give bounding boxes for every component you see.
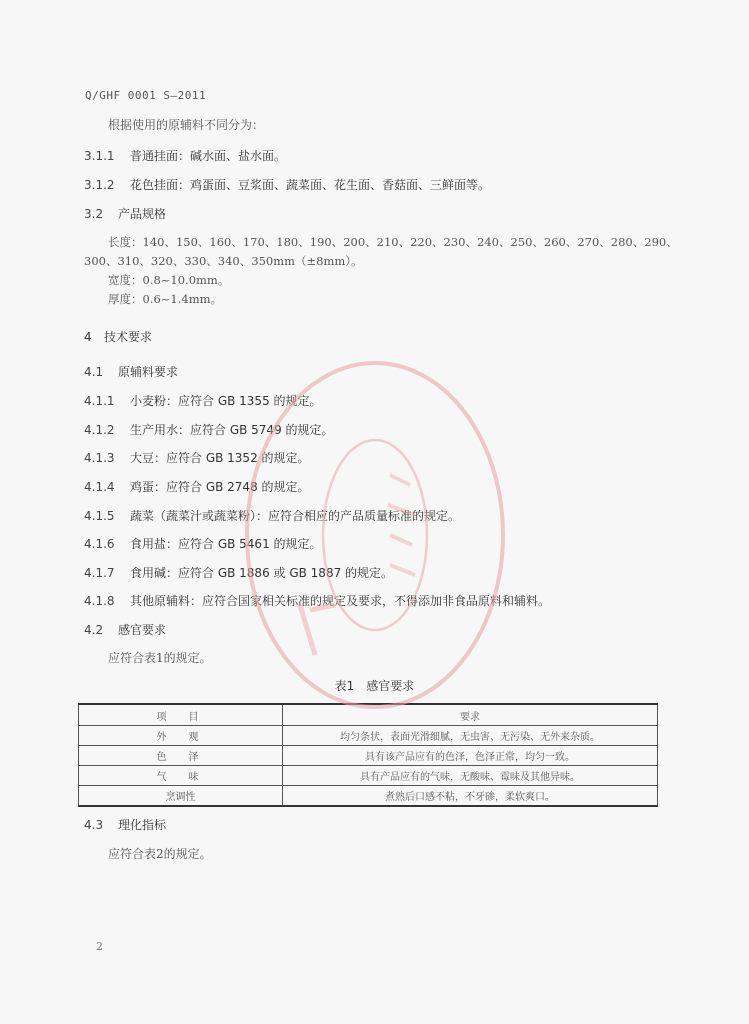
req-text: 食用盐：应符合 GB 5461 的规定。 [130,537,322,551]
spec-width: 宽度：0.8~10.0mm。 [108,273,230,287]
section-text: 普通挂面：碱水面、盐水面。 [130,149,287,163]
req-4-1-2 [84,422,334,438]
req-4-1-6 [84,536,322,552]
section-3-2-heading [84,206,166,222]
section-number: 4.2 [84,623,104,637]
section-4-2-text: 应符合表1的规定。 [108,651,212,665]
section-4-3-heading [84,817,166,833]
section-4-2-heading [84,622,166,638]
table-cell-requirement: 具有产品应有的气味，无酸味、霉味及其他异味。 [283,766,658,786]
section-number: 4.1 [84,365,104,379]
req-number: 4.1.8 [84,594,115,608]
section-4-3-text: 应符合表2的规定。 [108,847,212,861]
req-4-1-8 [84,593,550,609]
spec-thickness: 厚度：0.6~1.4mm。 [108,292,223,306]
table-cell-requirement: 煮熟后口感不粘，不牙碜，柔软爽口。 [283,786,658,807]
req-number: 4.1.5 [84,509,115,523]
table-header-item: 项 目 [79,704,283,726]
section-4-1-heading [84,364,178,380]
spec-length-line2: 300、310、320、330、340、350mm（±8mm）。 [84,254,363,268]
section-title: 原辅料要求 [118,365,179,379]
req-number: 4.1.4 [84,480,115,494]
table-cell-item: 烹调性 [79,786,283,807]
table-cell-requirement: 具有该产品应有的色泽，色泽正常，均匀一致。 [283,746,658,766]
req-number: 4.1.6 [84,537,115,551]
document-code-header: Q/GHF 0001 S—2011 [85,89,207,102]
section-4-heading [84,329,152,345]
req-text: 蔬菜（蔬菜汁或蔬菜粉）：应符合相应的产品质量标准的规定。 [130,509,461,523]
red-seal-stamp-icon [240,355,510,715]
sensory-requirements-table [78,703,658,807]
section-number: 3.1.1 [84,149,115,163]
section-number: 4 [84,330,92,344]
table-row [79,786,658,807]
req-4-1-5 [84,508,460,524]
section-3-1-2 [84,177,490,193]
table-header-requirement: 要求 [283,704,658,726]
req-text: 食用碱：应符合 GB 1886 或 GB 1887 的规定。 [130,566,394,580]
section-title: 技术要求 [104,330,153,344]
section-number: 3.1.2 [84,178,115,192]
table-header-row [79,704,658,726]
req-text: 鸡蛋：应符合 GB 2748 的规定。 [130,480,310,494]
table-row [79,746,658,766]
req-number: 4.1.2 [84,423,115,437]
table-cell-item: 气 味 [79,766,283,786]
req-number: 4.1.1 [84,394,115,408]
section-title: 产品规格 [118,207,167,221]
req-4-1-4 [84,479,310,495]
section-title: 感官要求 [118,623,167,637]
section-3-1-1 [84,148,286,164]
section-text: 花色挂面：鸡蛋面、豆浆面、蔬菜面、花生面、香菇面、三鲜面等。 [130,178,491,192]
req-text: 生产用水：应符合 GB 5749 的规定。 [130,423,334,437]
section-title: 理化指标 [118,818,167,832]
spec-length-line1: 长度：140、150、160、170、180、190、200、210、220、230、240、250、260、270、280、290、 [108,235,678,249]
req-text: 小麦粉：应符合 GB 1355 的规定。 [130,394,322,408]
req-text: 大豆：应符合 GB 1352 的规定。 [130,451,310,465]
table1-caption: 表1 感官要求 [334,679,415,693]
table-cell-item: 色 泽 [79,746,283,766]
page-number: 2 [96,940,103,953]
req-number: 4.1.7 [84,566,115,580]
intro-text: 根据使用的原辅料不同分为： [108,118,265,132]
table-row [79,766,658,786]
section-number: 3.2 [84,207,104,221]
req-4-1-7 [84,565,393,581]
section-number: 4.3 [84,818,104,832]
req-text: 其他原辅料：应符合国家相关标准的规定及要求，不得添加非食品原料和辅料。 [130,594,551,608]
table-row [79,726,658,746]
req-number: 4.1.3 [84,451,115,465]
table-cell-item: 外 观 [79,726,283,746]
req-4-1-1 [84,393,322,409]
req-4-1-3 [84,450,310,466]
table-cell-requirement: 均匀条状，表面光滑细腻，无虫害、无污染、无外来杂质。 [283,726,658,746]
